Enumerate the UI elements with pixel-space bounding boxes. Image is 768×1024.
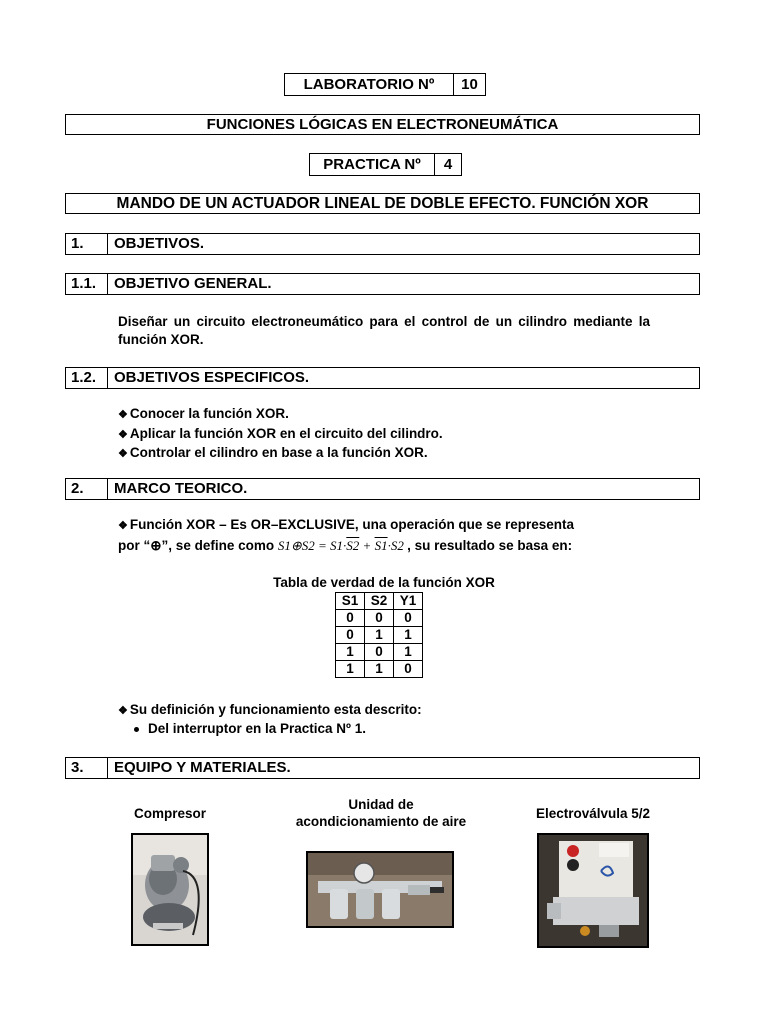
general-objective-text: Diseñar un circuito electroneumático para el control de un cilindro mediante la función XOR. xyxy=(118,314,650,347)
description-text: ❖ Su definición y funcionamiento esta descrito: xyxy=(118,701,422,721)
table-cell: 0 xyxy=(365,644,394,661)
list-item: ❖ Aplicar la función XOR en el circuito del cilindro. xyxy=(118,425,443,445)
table-header-row xyxy=(336,593,423,610)
list-item: ❖ Conocer la función XOR. xyxy=(118,405,443,425)
table-cell: 1 xyxy=(394,627,423,644)
section-title: OBJETIVOS ESPECIFICOS. xyxy=(114,369,310,386)
table-header-cell: S2 xyxy=(365,593,394,610)
theory-line-2a: por “⊕”, se define como xyxy=(118,538,275,553)
theory-line-2b: , su resultado se basa en: xyxy=(407,538,573,553)
lab-title-box xyxy=(284,73,486,96)
section-title: OBJETIVOS. xyxy=(114,235,205,252)
valve-image xyxy=(539,835,647,946)
section-heading xyxy=(65,367,700,389)
description-item-text: Del interruptor en la Practica Nº 1. xyxy=(148,721,366,736)
theory-line-2 xyxy=(118,537,572,555)
description-item xyxy=(134,720,366,738)
table-cell: 0 xyxy=(336,610,365,627)
theory-text xyxy=(118,516,653,536)
section-title: MARCO TEORICO. xyxy=(114,480,248,497)
section-number: 1.2. xyxy=(66,368,108,388)
list-item: ❖ Controlar el cilindro en base a la función XOR. xyxy=(118,444,443,464)
section-number: 1. xyxy=(66,234,108,254)
table-cell: 1 xyxy=(336,644,365,661)
caption-line: Compresor xyxy=(133,806,206,821)
table-cell: 1 xyxy=(394,644,423,661)
table-row xyxy=(336,661,423,678)
section-number: 2. xyxy=(66,479,108,499)
practice-title-box xyxy=(309,153,462,176)
table-row xyxy=(336,627,423,644)
section-heading xyxy=(65,478,700,500)
air-unit-image xyxy=(308,853,452,926)
formula-s2-bar: S2 xyxy=(346,538,360,553)
table-header-cell: S1 xyxy=(336,593,365,610)
caption-line: Electroválvula 5/2 xyxy=(535,806,651,821)
formula-tail: ·S2 xyxy=(387,538,404,553)
section-heading xyxy=(65,757,700,779)
formula-s1-bar: S1 xyxy=(374,538,388,553)
theory-line-1: ❖ Función XOR – Es OR–EXCLUSIVE, una operación que se representa xyxy=(118,516,653,536)
table-row xyxy=(336,610,423,627)
table-cell: 0 xyxy=(394,661,423,678)
equipment-caption-valve xyxy=(520,805,666,822)
table-cell: 1 xyxy=(365,661,394,678)
section-heading xyxy=(65,273,700,295)
practice-label: PRACTICA Nº xyxy=(310,154,435,175)
truth-table xyxy=(335,592,423,678)
section-title: EQUIPO Y MATERIALES. xyxy=(114,759,291,776)
caption-line: Unidad de xyxy=(348,797,414,812)
table-cell: 1 xyxy=(336,661,365,678)
section-number: 1.1. xyxy=(66,274,108,294)
caption-line: acondicionamiento de aire xyxy=(295,814,467,829)
truth-table-title: Tabla de verdad de la función XOR xyxy=(273,575,495,590)
bullet-dot xyxy=(134,727,139,732)
table-cell: 0 xyxy=(336,627,365,644)
formula-plus: + xyxy=(359,538,375,553)
compressor-photo xyxy=(131,833,209,946)
practice-title: MANDO DE UN ACTUADOR LINEAL DE DOBLE EFECTO. FUNCIÓN XOR xyxy=(65,193,700,214)
description-block xyxy=(118,701,422,721)
table-cell: 1 xyxy=(365,627,394,644)
subject-title: FUNCIONES LÓGICAS EN ELECTRONEUMÁTICA xyxy=(65,114,700,135)
table-row xyxy=(336,644,423,661)
section-number: 3. xyxy=(66,758,108,778)
section-heading xyxy=(65,233,700,255)
valve-photo xyxy=(537,833,649,948)
table-header-cell: Y1 xyxy=(394,593,423,610)
compressor-image xyxy=(133,835,207,944)
air-unit-photo xyxy=(306,851,454,928)
table-cell: 0 xyxy=(394,610,423,627)
practice-number: 4 xyxy=(443,156,453,173)
formula-lhs: S1⊕S2 = S1· xyxy=(277,538,347,553)
xor-formula xyxy=(278,538,407,553)
lab-number: 10 xyxy=(461,76,478,93)
section-title: OBJETIVO GENERAL. xyxy=(114,275,272,292)
lab-label: LABORATORIO Nº xyxy=(285,74,454,95)
equipment-caption-air-unit xyxy=(276,796,486,830)
equipment-caption-compressor xyxy=(110,805,230,822)
table-cell: 0 xyxy=(365,610,394,627)
specific-objectives-list xyxy=(118,405,443,464)
